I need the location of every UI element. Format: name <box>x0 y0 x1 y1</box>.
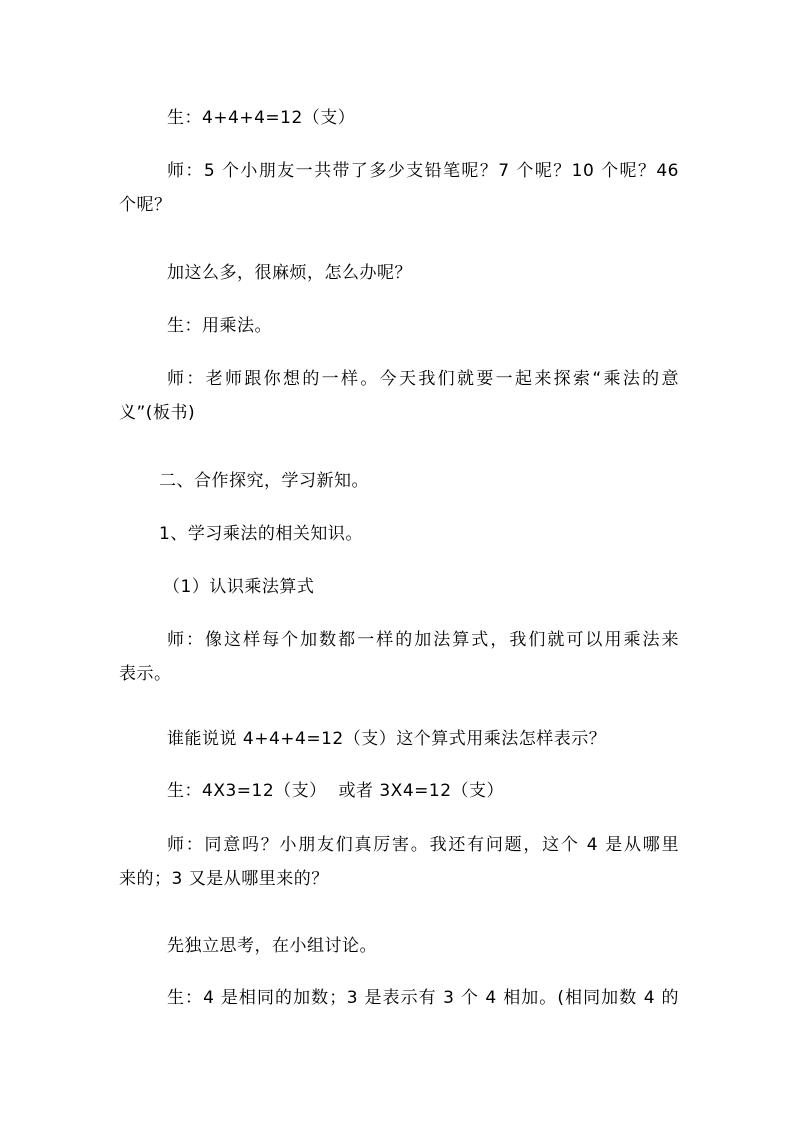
text-line: 师：同意吗？小朋友们真厉害。我还有问题，这个 4 是从哪里 <box>167 835 679 855</box>
subsection-heading-multiplication-knowledge <box>119 517 679 551</box>
text-line: 生：4+4+4=12（支） <box>167 108 356 128</box>
text-line: 表示。 <box>119 664 172 684</box>
text-line: 来的；3 又是从哪里来的？ <box>119 869 329 889</box>
paragraph-think-discuss <box>119 929 679 963</box>
text-line: （1）认识乘法算式 <box>163 577 315 597</box>
text-line: 师：老师跟你想的一样。今天我们就要一起来探索“乘法的意 <box>167 369 679 389</box>
paragraph-student-multiplication-formula <box>119 774 679 808</box>
paragraph-student-answer-addition <box>119 101 679 135</box>
text-line: 生：4 是相同的加数；3 是表示有 3 个 4 相加。(相同加数 4 的 <box>167 988 679 1008</box>
text-line: 加这么多，很麻烦，怎么办呢？ <box>167 263 412 283</box>
paragraph-teacher-question-pencils <box>119 154 679 222</box>
paragraph-student-use-multiplication <box>119 309 679 343</box>
text-line: 个呢？ <box>119 195 172 215</box>
paragraph-teacher-explore-meaning <box>119 362 679 430</box>
paragraph-teacher-too-many <box>119 256 679 290</box>
text-line: 师：5 个小朋友一共带了多少支铅笔呢？7 个呢？10 个呢？46 <box>167 161 679 181</box>
text-line: 生：4X3=12（支） 或者 3X4=12（支） <box>167 781 505 801</box>
paragraph-teacher-agree-question <box>119 828 679 896</box>
subsection-heading-recognize-formula <box>119 570 679 604</box>
text-line: 生：用乘法。 <box>167 316 272 336</box>
text-line: 师：像这样每个加数都一样的加法算式，我们就可以用乘法来 <box>167 630 679 650</box>
paragraph-teacher-same-addends <box>119 623 679 691</box>
text-line: 1、学习乘法的相关知识。 <box>159 524 363 544</box>
text-line: 义”(板书) <box>119 403 196 423</box>
paragraph-who-can-say <box>119 722 679 756</box>
section-heading-cooperative-inquiry <box>119 464 679 498</box>
text-line: 先独立思考，在小组讨论。 <box>167 936 377 956</box>
text-line: 谁能说说 4+4+4=12（支）这个算式用乘法怎样表示？ <box>167 729 607 749</box>
text-line: 二、合作探究，学习新知。 <box>159 471 369 491</box>
paragraph-student-explain-addends <box>119 981 679 1015</box>
